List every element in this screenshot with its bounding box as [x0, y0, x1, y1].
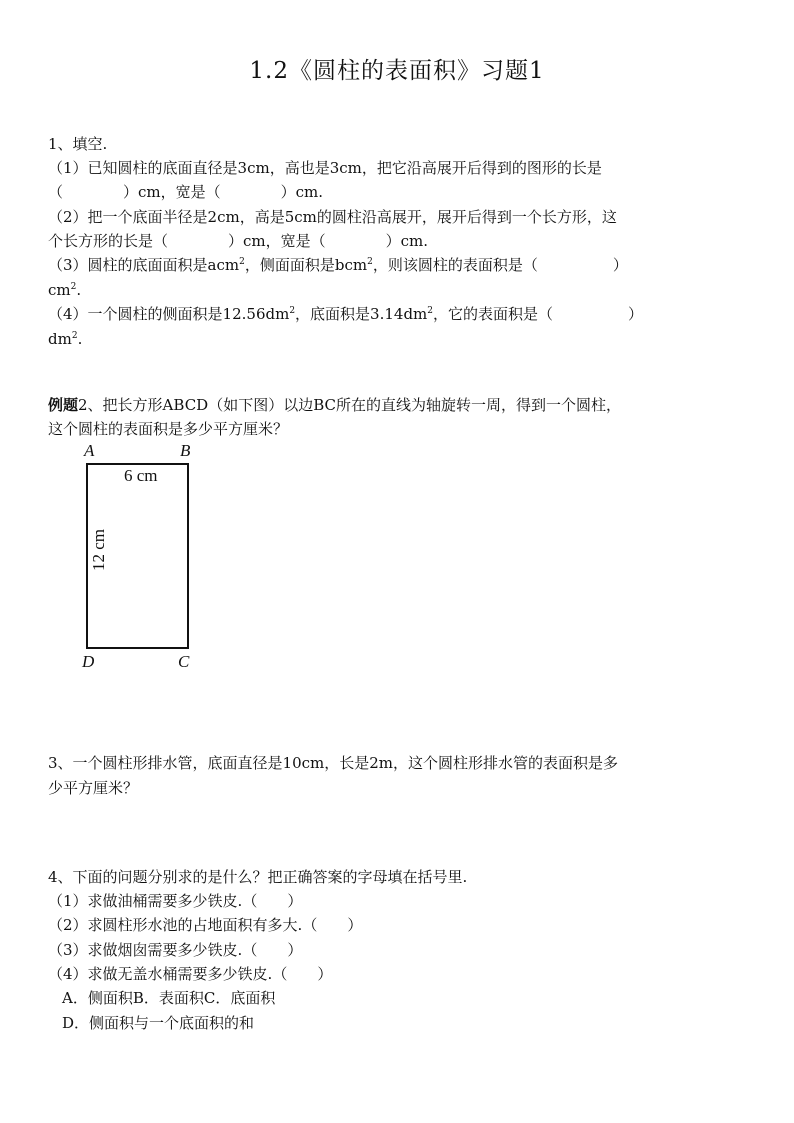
q1-line-7-c: ，它的表面积是（ ） [433, 305, 644, 323]
superscript: 2 [367, 257, 373, 267]
q1-line-5-c: ，则该圆柱的表面积是（ ） [372, 256, 628, 274]
vertex-c-label: C [178, 652, 190, 671]
vertex-a-label: A [84, 441, 95, 460]
q1-line-6: $cm^2$. [48, 281, 82, 299]
example-label: 例题 [48, 396, 79, 414]
q4-line-2: （2）求圆柱形水池的占地面积有多大.（ ） [48, 916, 363, 934]
superscript: 2 [427, 306, 434, 316]
q4-line-3: （3）求做烟囱需要多少铁皮.（ ） [48, 941, 303, 959]
q1-line-5-b: ，侧面面积是bcm [244, 256, 368, 274]
superscript: 2 [71, 331, 78, 341]
unit-dm: dm [48, 330, 72, 348]
q1-line-7-a: （4）一个圆柱的侧面积是12.56dm [48, 305, 290, 323]
q1-line-3: （2）把一个底面半径是2cm，高是5cm的圆柱沿高展开，展开后得到一个长方形，这 [48, 208, 617, 226]
superscript: 2 [239, 257, 245, 267]
q1-line-7 [48, 304, 643, 324]
q2-line-2: 这个圆柱的表面积是多少平方厘米？ [48, 420, 289, 438]
q1-line-1: （1）已知圆柱的底面直径是3cm，高也是3cm，把它沿高展开后得到的图形的长是 [48, 159, 602, 177]
vertex-b-label: B [180, 441, 191, 460]
q2-line-1-text: 2、把长方形ABCD（如下图）以边BC所在的直线为轴旋转一周，得到一个圆柱， [78, 396, 621, 414]
superscript: 2 [289, 306, 296, 316]
q1-line-4: 个长方形的长是（ ）cm，宽是（ ）cm. [48, 232, 429, 250]
q1-line-5 [48, 255, 628, 275]
q1-heading: 1、填空. [48, 135, 108, 153]
q4-line-4: （4）求做无盖水桶需要多少铁皮.（ ） [48, 965, 333, 983]
q4-options-2: D．侧面积与一个底面积的和 [62, 1014, 255, 1032]
width-label: 6 cm [124, 466, 158, 485]
q1-line-2: （ ）cm，宽是（ ）cm. [48, 183, 324, 201]
q4-heading: 4、下面的问题分别求的是什么？把正确答案的字母填在括号里. [48, 868, 468, 886]
unit-cm: cm [48, 281, 71, 299]
q1-line-5-a: （3）圆柱的底面面积是acm [48, 256, 240, 274]
q4-options-1: A．侧面积B．表面积C．底面积 [62, 989, 276, 1007]
q2-line-1 [48, 395, 621, 415]
page-title: 1.2《圆柱的表面积》习题1 [249, 58, 545, 84]
q1-line-8: $dm^2$. [48, 330, 83, 348]
q3-line-2: 少平方厘米？ [48, 779, 139, 797]
vertex-d-label: D [82, 652, 95, 671]
height-label: 12 cm [89, 528, 109, 572]
q3-line-1: 3、一个圆柱形排水管，底面直径是10cm，长是2m，这个圆柱形排水管的表面积是多 [48, 754, 619, 772]
q4-line-1: （1）求做油桶需要多少铁皮.（ ） [48, 892, 303, 910]
q1-line-7-b: ，底面积是3.14dm [295, 305, 428, 323]
superscript: 2 [70, 282, 77, 292]
